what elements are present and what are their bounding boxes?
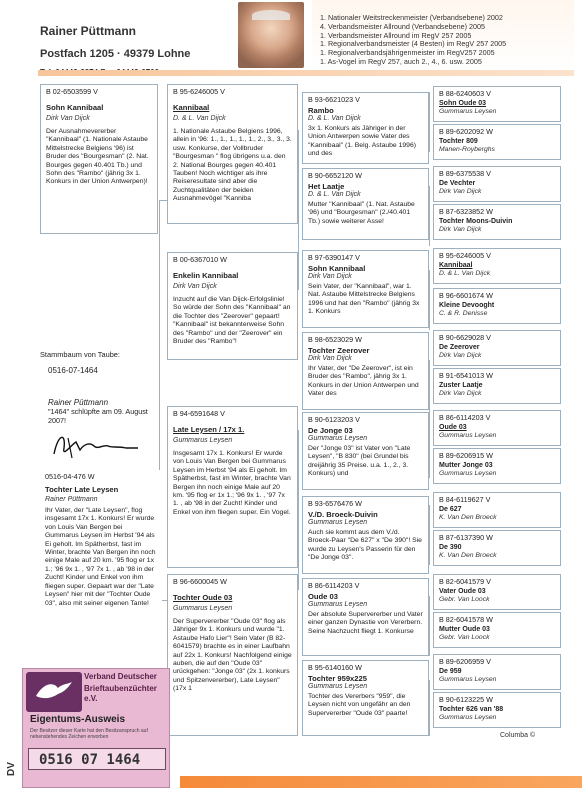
ring-number: B 89-6206915 W xyxy=(439,451,493,460)
pigeon-name: De Vechter xyxy=(439,179,476,187)
pedigree-card-gen3 xyxy=(302,92,429,164)
description: 1. Nationale Astaube Belgiens 1996, allein in '96: 1., 1., 1., 1., 1., 2., 3., 3., 3. usw. Konkurse, der Vollbruder "Bourgesman " flog übrigens u.a. den 2. National Bourges gegen 40.401 Tauben! Noch wichtiger als ihre Reiseresultate sind aber die Zuchtqualitäten der beiden Ausnahmevögel "Kanniba xyxy=(173,127,292,203)
connector xyxy=(429,360,430,420)
pedigree-card-gen3 xyxy=(302,332,429,410)
ring-number: B 86-6114203 V xyxy=(439,413,491,422)
pedigree-card-gen2 xyxy=(167,406,298,568)
breeder-name: D. & L. Van Dijck xyxy=(439,270,491,278)
description: 3x 1. Konkurs als Jähriger in der Union Antwerpen sowie Vater des "Kannibaal" (1. Belg. Astaube 1996) und des xyxy=(308,124,416,158)
breeder-name: D. & L. Van Dijck xyxy=(173,115,226,123)
ring-number: B 91-6541013 W xyxy=(439,371,493,380)
pigeon-name: Kannibaal xyxy=(439,261,473,269)
pigeon-name: Sohn Kannibaal xyxy=(46,102,104,112)
breeder-name: Gebr. Van Loock xyxy=(439,596,490,604)
ring-number: B 82-6041579 V xyxy=(439,577,491,586)
description: Auch sie kommt aus dem V./d. Broeck-Paar "De 627" x "De 390"! Sie wurde zu Leysen's Passerin für den "De Jonge 03". xyxy=(308,528,422,562)
ring-number: B 94-6591648 V xyxy=(173,409,225,418)
pedigree-card-gen4 xyxy=(433,368,561,404)
stammbaum-label: Stammbaum von Taube: xyxy=(40,350,120,359)
pedigree-card-gen3 xyxy=(302,496,429,574)
pigeon-name: De 627 xyxy=(439,505,462,513)
pedigree-card-gen4 xyxy=(433,692,561,728)
owner-name-header: Rainer Püttmann xyxy=(40,24,137,38)
ring-number: B 89-6206959 V xyxy=(439,657,491,666)
ring-number: B 98-6523029 W xyxy=(308,335,362,344)
breeder-name: Gummarus Leysen xyxy=(308,435,368,443)
pedigree-card-gen4 xyxy=(433,530,561,566)
pigeon-name: Rambo xyxy=(308,105,334,115)
ring-number: B 88-6240603 V xyxy=(439,89,491,98)
pedigree-card-gen3 xyxy=(302,168,429,240)
ring-number: B 90-6652120 W xyxy=(308,171,362,180)
breeder-name: K. Van Den Broeck xyxy=(439,514,497,522)
pigeon-name: Late Leysen / 17x 1. xyxy=(173,424,245,434)
pigeon-name: Tochter Moons-Duivin xyxy=(439,217,513,225)
description: Ihr Vater, der "Late Leysen", flog insgesamt 17x 1. Konkurs! Er wurde von Louis Van Bergen bei Gummarus Leysen im Herbst '94 als Ei geholt. Im Spätherbst, fast im Winter, brachte Van Bergen ihn noch einige Male auf 20 km. '95 flog er 1x 1.; '96 9x 1. , '97 7x 1. , ab '98 in der Zucht! Kinder und Enkel von ihm fliegen super. Gepaart war der "Late Leysen" hier mit der "Tochter Oude 03", also mit seiner eigenen Tante! xyxy=(45,506,156,607)
titles-list xyxy=(320,14,572,67)
breeder-name: Gummarus Leysen xyxy=(173,605,233,613)
badge-dv-label: DV xyxy=(6,762,17,776)
breeder-name: Dirk Van Dijck xyxy=(308,355,352,363)
badge-title: Eigentums-Ausweis xyxy=(30,714,126,725)
description: Mutter "Kannibaal" (1. Nat. Astaube '96) und "Bourgesman" (2./40.401 Tb.) sowie weiterer Asse! xyxy=(308,200,415,225)
pigeon-name: Tochter 959x225 xyxy=(308,673,367,683)
owner-signature-name: Rainer Püttmann xyxy=(48,398,109,407)
pedigree-card-gen4 xyxy=(433,492,561,528)
ring-number: B 95-6246005 V xyxy=(439,251,491,260)
header-divider xyxy=(38,70,574,76)
pigeon-name: Tochter Oude 03 xyxy=(173,592,233,602)
ring-number: B 84-6119627 V xyxy=(439,495,491,504)
badge-fineprint: Der Besitzer dieser Karte hat den Besitzanspruch auf nebenstehendes Zeichen erworben xyxy=(30,728,148,741)
ring-number: B 87-6323852 W xyxy=(439,207,493,216)
ring-number: B 89-6375538 V xyxy=(439,169,491,178)
breeder-name: Gummarus Leysen xyxy=(439,676,497,684)
breeder-name: Gummarus Leysen xyxy=(439,470,497,478)
ring-number: B 89-6202092 W xyxy=(439,127,493,136)
connector xyxy=(429,680,430,736)
title-item: 4. Verbandsmeister Allround (Verbandsebene) 2005 xyxy=(320,21,486,31)
description: Sein Vater, der "Kannibaal", war 1. Nat. Astaube Mittelstrecke Belgiens 1996 und hat den "Rambo" (jährig 3x 1. Konkurs xyxy=(308,282,420,316)
footer-bar xyxy=(180,776,582,788)
pedigree-card-sire xyxy=(40,84,158,234)
badge-ring-number: 0516 07 1464 xyxy=(28,748,166,770)
pigeon-name: Oude 03 xyxy=(439,423,467,431)
pigeon-name: V./D. Broeck-Duivin xyxy=(308,509,378,519)
pigeon-name: Sohn Oude 03 xyxy=(439,99,487,107)
pigeon-name: De 959 xyxy=(439,667,462,675)
pigeon-name: De Zeerover xyxy=(439,343,480,351)
breeder-name: Gummarus Leysen xyxy=(308,683,368,691)
pigeon-name: Sohn Kannibaal xyxy=(308,263,366,273)
pedigree-card-gen4 xyxy=(433,612,561,648)
pedigree-card-gen2 xyxy=(167,574,298,736)
pedigree-card-gen3 xyxy=(302,412,429,490)
breeder-name: Dirk Van Dijck xyxy=(439,188,482,196)
pedigree-card-gen4 xyxy=(433,410,561,446)
pigeon-name: Tochter Late Leysen xyxy=(45,484,119,494)
pedigree-card-gen4 xyxy=(433,654,561,690)
ring-number: B 95-6246005 V xyxy=(173,87,225,96)
pedigree-card-gen4 xyxy=(433,330,561,366)
pedigree-card-gen4 xyxy=(433,248,561,284)
pigeon-name: Kleine Devooght xyxy=(439,301,495,309)
connector xyxy=(429,505,430,565)
pigeon-name: Oude 03 xyxy=(308,591,338,601)
connector xyxy=(429,418,430,478)
breeder-name: K. Van Den Broeck xyxy=(439,552,497,560)
pigeon-name: Tochter 626 van '88 xyxy=(439,705,504,713)
pedigree-card-gen3 xyxy=(302,660,429,736)
owner-photo xyxy=(238,2,304,68)
pedigree-card-gen4 xyxy=(433,574,561,610)
copyright: Columba © xyxy=(500,732,536,739)
pedigree-card-gen2 xyxy=(167,84,298,224)
ring-number: B 82-6041578 W xyxy=(439,615,493,624)
ring-number: B 02-6503599 V xyxy=(46,87,98,96)
signature-icon xyxy=(46,424,146,464)
breeder-name: Gummarus Leysen xyxy=(439,108,497,116)
connector xyxy=(298,130,299,290)
title-item: 1. Verbandsmeister Allround im RegV 257 2005 xyxy=(320,30,472,40)
pigeon-name: Vater Oude 03 xyxy=(439,587,486,595)
pigeon-name: Mutter Jonge 03 xyxy=(439,461,493,469)
ring-number: B 90-6629028 V xyxy=(439,333,491,342)
breeder-name: Dirk Van Dijck xyxy=(439,352,482,360)
breeder-name: Rainer Püttmann xyxy=(45,496,98,504)
ring-number: B 95-6140160 W xyxy=(308,663,362,672)
breeder-name: Gummarus Leysen xyxy=(308,519,368,527)
pedigree-card-gen3 xyxy=(302,250,429,328)
pigeon-name: De Jonge 03 xyxy=(308,425,353,435)
description: Der Ausnahmevererber "Kannibaal" (1. Nationale Astaube Mittelstrecke Belgiens '96) ist Bruder des "Bourgesman" (2. Nat. Bourges gegen 40.401 Tb.) und Sohn des "Rambo" (jährig 3x 1. Konkurs in der Union Antwerpen)! xyxy=(46,127,149,186)
ring-number: 0516-04-476 W xyxy=(45,472,95,481)
breeder-name: D. & L. Van Dijck xyxy=(308,115,361,123)
title-item: 1. Nationaler Weitstreckenmeister (Verbandsebene) 2002 xyxy=(320,13,503,22)
pigeon-name: Zuster Laatje xyxy=(439,381,483,389)
description: Ihr Vater, der "De Zeerover", ist ein Bruder des "Rambo", jährig 3x 1. Konkurs in der Union Antwerpen und Vater des xyxy=(308,364,419,398)
pigeon-icon xyxy=(34,678,74,702)
ring-number: B 86-6114203 V xyxy=(308,581,360,590)
connector xyxy=(429,186,430,246)
breeder-name: D. & L. Van Dijck xyxy=(308,191,361,199)
breeder-name: Gummarus Leysen xyxy=(439,432,497,440)
association-name-line1: Verband Deutscher xyxy=(84,672,157,681)
pedigree-card-gen4 xyxy=(433,86,561,122)
pigeon-name: Tochter Zeerover xyxy=(308,345,370,355)
ring-number: B 90-6123203 V xyxy=(308,415,360,424)
ring-number: B 96-6601674 W xyxy=(439,291,493,300)
pedigree-card-gen3 xyxy=(302,578,429,656)
ring-number: B 87-6137390 W xyxy=(439,533,493,542)
pedigree-card-gen4 xyxy=(433,166,561,202)
breeder-name: Gummarus Leysen xyxy=(308,601,368,609)
breeder-name: Dirk Van Dijck xyxy=(439,226,482,234)
pigeon-name: Het Laatje xyxy=(308,181,345,191)
breeder-name: Dirk Van Dijck xyxy=(439,390,482,398)
association-name-line2: Brieftaubenzüchter e.V. xyxy=(84,684,157,703)
connector xyxy=(298,430,299,590)
pigeon-name: Tochter 809 xyxy=(439,137,478,145)
description: Inzucht auf die Van Dijck-Erfolgslinie! So würde der Sohn des "Kannibaal" an die Tochter des "Zeerover" gepaart! "Kannibaal" ist bekannterweise Sohn des "Rambo" und der "Zeerover" ein Bruder des "Rambo"! xyxy=(173,295,291,345)
pedigree-card-gen2 xyxy=(167,252,298,360)
connector xyxy=(429,270,430,330)
title-item: 1. As-Vogel im RegV 257, auch 2., 4., 6. usw. 2005 xyxy=(320,56,482,66)
pigeon-name: Mutter Oude 03 xyxy=(439,625,490,633)
breeder-name: C. & R. Denisse xyxy=(439,310,488,318)
description: Tochter des Vererbers "959", die Leysen nicht von ungefähr an den Supervererber "Oude 03" paarte! xyxy=(308,692,411,717)
ring-number: B 96-6600045 W xyxy=(173,577,227,586)
breeder-name: Gebr. Van Loock xyxy=(439,634,490,642)
pedigree-card-gen4 xyxy=(433,448,561,484)
pigeon-name: De 390 xyxy=(439,543,462,551)
breeder-name: Dirk Van Dijck xyxy=(46,115,90,123)
stammbaum-number: 0516-07-1464 xyxy=(48,366,98,375)
description: Der "Jonge 03" ist Vater von "Late Leysen", "B 830" (bei Grundel bis dreijährig 35 Preise. u.a. 1., 2., 3. Konkurs) und xyxy=(308,444,411,478)
connector xyxy=(429,596,430,656)
ring-number: B 93-6621023 V xyxy=(308,95,360,104)
ring-number: B 93-6576476 W xyxy=(308,499,362,508)
description: Insgesamt 17x 1. Konkurs! Er wurde von Louis Van Bergen bei Gummarus Leysen im Herbst '94 als Ei geholt. Im Spätherbst, fast im Winter, brachte Van Bergen ihn noch einige Male auf 20 km. '95 flog er 1x 1.; '96 9x 1. , '97 7x 1. , ab '98 in der Zucht! Kinder und Enkel von ihm fliegen super. Ein Vogel. xyxy=(173,449,291,516)
hatch-note: "1464" schlüpfte am 09. August 2007! xyxy=(48,407,148,425)
pedigree-card-dam xyxy=(40,470,162,648)
connector xyxy=(159,200,167,201)
breeder-name: Gummarus Leysen xyxy=(439,714,497,722)
connector xyxy=(429,92,430,152)
pedigree-card-gen4 xyxy=(433,288,561,324)
pedigree-card-gen4 xyxy=(433,124,561,160)
owner-address: Postfach 1205 · 49379 Lohne xyxy=(40,48,191,60)
pedigree-card-gen4 xyxy=(433,204,561,240)
ring-number: B 90-6123225 W xyxy=(439,695,493,704)
breeder-name: Gummarus Leysen xyxy=(173,437,233,445)
pigeon-name: Enkelin Kannibaal xyxy=(173,270,239,280)
ring-number: B 97-6390147 V xyxy=(308,253,360,262)
title-item: 1. Regionalverbandsmeister (4 Besten) im RegV 257 2005 xyxy=(320,39,507,49)
breeder-name: Dirk Van Dijck xyxy=(173,283,217,291)
breeder-name: Dirk Van Dijck xyxy=(308,273,352,281)
title-item: 1. Regionalverbandsjährigenmeister im RegV257 2005 xyxy=(320,48,495,58)
description: Der absolute Supervererber und Vater einer ganzen Dynastie von Vererbern. Seine Nachzucht fliegt 1. Konkurse xyxy=(308,610,423,635)
description: Der Supervererber "Oude 03" flog als Jähriger 9x 1. Konkurs und wurde "1. Astaube Hafo Lier"! Sein Vater (B 82-6041579) brachte es in einer Laufbahn auf 22x 1. Konkurs! Nachfolgend einige auben, die auf den "Oude 03" urückgehen: "Jonge 03" (2x 1. konkurs und Spitzenvererber), Late Leysen" (17x 1 xyxy=(173,617,292,693)
breeder-name: Manen-Royberghs xyxy=(439,146,495,154)
ring-number: B 00-6367010 W xyxy=(173,255,227,264)
pigeon-name: Kannibaal xyxy=(173,102,210,112)
